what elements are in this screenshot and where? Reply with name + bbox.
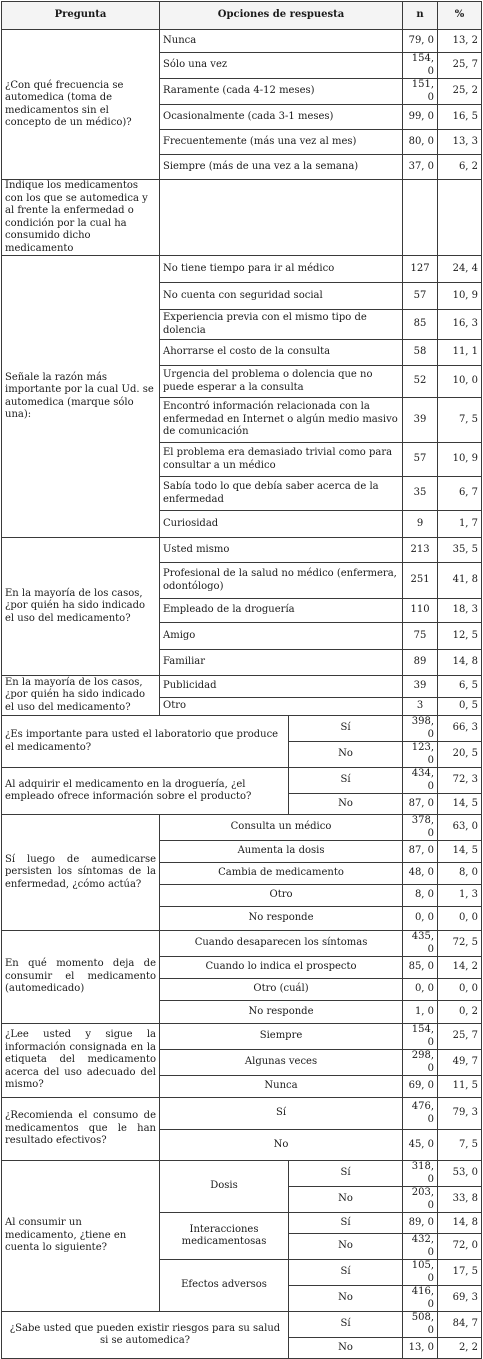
option-cell: Cambia de medicamento	[160, 863, 403, 885]
n-cell: 8, 0	[403, 885, 438, 907]
option-cell: Sólo una vez	[160, 53, 403, 79]
pct-cell: 35, 5	[438, 538, 482, 563]
option-cell: Aumenta la dosis	[160, 841, 403, 863]
n-cell: 75	[403, 623, 438, 650]
option-cell: No tiene tiempo para ir al médico	[160, 256, 403, 283]
n-cell: 39	[403, 676, 438, 698]
option-cell: Raramente (cada 4-12 meses)	[160, 79, 403, 105]
n-cell: 57	[403, 283, 438, 310]
question-cell: ¿Sabe usted que pueden existir riesgos para su salud si se automedica?	[2, 1312, 289, 1359]
question-cell: ¿Con qué frecuencia se automedica (toma de medicamentos sin el concepto de un médico)?	[2, 30, 160, 180]
option-cell: Ocasionalmente (cada 3-1 meses)	[160, 105, 403, 130]
option-cell: Sí	[160, 1098, 403, 1130]
option-cell: No	[289, 1187, 403, 1213]
option-cell: Siempre	[160, 1024, 403, 1050]
option-cell: Nunca	[160, 30, 403, 53]
option-cell: Sí	[289, 1312, 403, 1338]
pct-cell: 25, 7	[438, 1024, 482, 1050]
n-cell: 80, 0	[403, 130, 438, 155]
n-cell: 251	[403, 563, 438, 599]
option-cell: Nunca	[160, 1076, 403, 1098]
pct-cell: 13, 3	[438, 130, 482, 155]
question-cell: ¿Lee usted y sigue la información consignada en la etiqueta del medicamento acerca del uso adecuado del mismo?	[2, 1024, 160, 1098]
option-cell: Sí	[289, 1260, 403, 1286]
table-row	[2, 1161, 482, 1187]
group-cell: Interacciones medicamentosas	[160, 1213, 289, 1260]
n-cell: 35	[403, 477, 438, 511]
question-cell: Al adquirir el medicamento en la droguería, ¿el empleado ofrece información sobre el producto?	[2, 768, 289, 815]
option-cell: Familiar	[160, 650, 403, 676]
n-cell: 45, 0	[403, 1130, 438, 1161]
option-cell: No	[160, 1130, 403, 1161]
option-cell: Curiosidad	[160, 511, 403, 538]
n-cell: 48, 0	[403, 863, 438, 885]
pct-cell: 1, 3	[438, 885, 482, 907]
pct-cell: 10, 0	[438, 366, 482, 398]
option-cell: Consulta un médico	[160, 815, 403, 841]
n-cell: 89	[403, 650, 438, 676]
question-cell: ¿Recomienda el consumo de medicamentos que le han resultado efectivos?	[2, 1098, 160, 1161]
option-cell: Sí	[289, 1213, 403, 1234]
n-cell: 99, 0	[403, 105, 438, 130]
header-row	[2, 2, 482, 30]
question-cell: Señale la razón más importante por la cual Ud. se automedica (marque sólo una):	[2, 256, 160, 538]
option-cell: Experiencia previa con el mismo tipo de dolencia	[160, 310, 403, 340]
n-cell: 434, 0	[403, 768, 438, 794]
table-row	[2, 30, 482, 53]
n-cell: 0, 0	[403, 907, 438, 931]
n-cell: 416, 0	[403, 1286, 438, 1312]
pct-cell: 14, 5	[438, 794, 482, 815]
n-cell: 0, 0	[403, 979, 438, 1001]
option-cell: No	[289, 1234, 403, 1260]
table-row	[2, 1024, 482, 1050]
n-cell: 13, 0	[403, 1338, 438, 1359]
option-cell: Publicidad	[160, 676, 403, 698]
question-cell: En qué momento deja de consumir el medicamento (automedicado)	[2, 931, 160, 1024]
table-row	[2, 815, 482, 841]
pct-cell: 0, 0	[438, 907, 482, 931]
n-cell: 203, 0	[403, 1187, 438, 1213]
option-cell: No	[289, 1286, 403, 1312]
n-cell: 69, 0	[403, 1076, 438, 1098]
pct-cell: 20, 5	[438, 742, 482, 768]
empty-cell	[438, 180, 482, 256]
n-cell: 9	[403, 511, 438, 538]
pct-cell: 25, 2	[438, 79, 482, 105]
option-cell: Urgencia del problema o dolencia que no puede esperar a la consulta	[160, 366, 403, 398]
table-row	[2, 931, 482, 957]
option-cell: El problema era demasiado trivial como para consultar a un médico	[160, 443, 403, 477]
n-cell: 85, 0	[403, 957, 438, 979]
question-cell: ¿Es importante para usted el laboratorio que produce el medicamento?	[2, 716, 289, 768]
pct-cell: 79, 3	[438, 1098, 482, 1130]
option-cell: Empleado de la droguería	[160, 599, 403, 623]
option-cell: Otro	[160, 885, 403, 907]
pct-cell: 0, 2	[438, 1001, 482, 1024]
pct-cell: 11, 5	[438, 1076, 482, 1098]
pct-cell: 7, 5	[438, 398, 482, 443]
pct-cell: 25, 7	[438, 53, 482, 79]
pct-cell: 66, 3	[438, 716, 482, 742]
option-cell: Amigo	[160, 623, 403, 650]
pct-cell: 14, 5	[438, 841, 482, 863]
option-cell: No	[289, 1338, 403, 1359]
table-row	[2, 676, 482, 698]
n-cell: 154, 0	[403, 1024, 438, 1050]
pct-cell: 12, 5	[438, 623, 482, 650]
option-cell: No cuenta con seguridad social	[160, 283, 403, 310]
question-cell: En la mayoría de los casos, ¿por quién ha sido indicado el uso del medicamento?	[2, 676, 160, 716]
option-cell: Usted mismo	[160, 538, 403, 563]
option-cell: Cuando lo indica el prospecto	[160, 957, 403, 979]
question-cell: Al consumir un medicamento, ¿tiene en cuenta lo siguiente?	[2, 1161, 160, 1312]
pct-cell: 16, 5	[438, 105, 482, 130]
table-row	[2, 1312, 482, 1338]
pct-cell: 84, 7	[438, 1312, 482, 1338]
n-cell: 87, 0	[403, 841, 438, 863]
table-row	[2, 538, 482, 563]
empty-cell	[403, 180, 438, 256]
option-cell: No	[289, 742, 403, 768]
pct-cell: 17, 5	[438, 1260, 482, 1286]
option-cell: Encontró información relacionada con la enfermedad en Internet o algún medio masivo de comunicación	[160, 398, 403, 443]
n-cell: 37, 0	[403, 155, 438, 180]
n-cell: 213	[403, 538, 438, 563]
n-cell: 435, 0	[403, 931, 438, 957]
pct-cell: 6, 2	[438, 155, 482, 180]
survey-table	[1, 1, 482, 1359]
pct-cell: 13, 2	[438, 30, 482, 53]
pct-cell: 10, 9	[438, 443, 482, 477]
option-cell: No responde	[160, 907, 403, 931]
pct-cell: 69, 3	[438, 1286, 482, 1312]
pct-cell: 49, 7	[438, 1050, 482, 1076]
pct-cell: 16, 3	[438, 310, 482, 340]
n-cell: 79, 0	[403, 30, 438, 53]
pct-cell: 0, 0	[438, 979, 482, 1001]
option-cell: Frecuentemente (más una vez al mes)	[160, 130, 403, 155]
option-cell: No	[289, 794, 403, 815]
pct-cell: 33, 8	[438, 1187, 482, 1213]
pct-cell: 6, 7	[438, 477, 482, 511]
n-cell: 110	[403, 599, 438, 623]
option-cell: Otro (cuál)	[160, 979, 403, 1001]
option-cell: Otro	[160, 698, 403, 716]
pct-cell: 14, 8	[438, 1213, 482, 1234]
empty-cell	[160, 180, 403, 256]
pct-cell: 7, 5	[438, 1130, 482, 1161]
table-row	[2, 1098, 482, 1130]
option-cell: Cuando desaparecen los síntomas	[160, 931, 403, 957]
pct-cell: 0, 5	[438, 698, 482, 716]
header-question: Pregunta	[2, 2, 160, 30]
n-cell: 298, 0	[403, 1050, 438, 1076]
option-cell: Sí	[289, 716, 403, 742]
n-cell: 127	[403, 256, 438, 283]
n-cell: 3	[403, 698, 438, 716]
option-cell: Ahorrarse el costo de la consulta	[160, 340, 403, 366]
question-cell: Indique los medicamentos con los que se automedica y al frente la enfermedad o condición por la cual ha consumido dicho medicamento	[2, 180, 160, 256]
n-cell: 508, 0	[403, 1312, 438, 1338]
pct-cell: 63, 0	[438, 815, 482, 841]
n-cell: 154, 0	[403, 53, 438, 79]
header-pct: %	[438, 2, 482, 30]
pct-cell: 2, 2	[438, 1338, 482, 1359]
pct-cell: 11, 1	[438, 340, 482, 366]
pct-cell: 53, 0	[438, 1161, 482, 1187]
question-cell: En la mayoría de los casos, ¿por quién ha sido indicado el uso del medicamento?	[2, 538, 160, 676]
n-cell: 39	[403, 398, 438, 443]
pct-cell: 72, 5	[438, 931, 482, 957]
pct-cell: 1, 7	[438, 511, 482, 538]
n-cell: 52	[403, 366, 438, 398]
n-cell: 432, 0	[403, 1234, 438, 1260]
n-cell: 378, 0	[403, 815, 438, 841]
n-cell: 89, 0	[403, 1213, 438, 1234]
n-cell: 87, 0	[403, 794, 438, 815]
group-cell: Efectos adversos	[160, 1260, 289, 1312]
option-cell: Profesional de la salud no médico (enfermera, odontólogo)	[160, 563, 403, 599]
n-cell: 1, 0	[403, 1001, 438, 1024]
n-cell: 85	[403, 310, 438, 340]
option-cell: Siempre (más de una vez a la semana)	[160, 155, 403, 180]
table-row	[2, 180, 482, 256]
table-row	[2, 768, 482, 794]
pct-cell: 8, 0	[438, 863, 482, 885]
n-cell: 151, 0	[403, 79, 438, 105]
question-cell: Sí luego de aumedicarse persisten los síntomas de la enfermedad, ¿cómo actúa?	[2, 815, 160, 931]
header-n: n	[403, 2, 438, 30]
pct-cell: 24, 4	[438, 256, 482, 283]
pct-cell: 10, 9	[438, 283, 482, 310]
pct-cell: 18, 3	[438, 599, 482, 623]
n-cell: 476, 0	[403, 1098, 438, 1130]
option-cell: Sabía todo lo que debía saber acerca de la enfermedad	[160, 477, 403, 511]
pct-cell: 41, 8	[438, 563, 482, 599]
pct-cell: 14, 8	[438, 650, 482, 676]
pct-cell: 6, 5	[438, 676, 482, 698]
pct-cell: 72, 3	[438, 768, 482, 794]
group-cell: Dosis	[160, 1161, 289, 1213]
table-row	[2, 716, 482, 742]
n-cell: 318, 0	[403, 1161, 438, 1187]
n-cell: 57	[403, 443, 438, 477]
option-cell: Algunas veces	[160, 1050, 403, 1076]
option-cell: Sí	[289, 768, 403, 794]
table-row	[2, 256, 482, 283]
option-cell: No responde	[160, 1001, 403, 1024]
n-cell: 123, 0	[403, 742, 438, 768]
header-options: Opciones de respuesta	[160, 2, 403, 30]
n-cell: 105, 0	[403, 1260, 438, 1286]
pct-cell: 14, 2	[438, 957, 482, 979]
option-cell: Sí	[289, 1161, 403, 1187]
n-cell: 398, 0	[403, 716, 438, 742]
n-cell: 58	[403, 340, 438, 366]
pct-cell: 72, 0	[438, 1234, 482, 1260]
